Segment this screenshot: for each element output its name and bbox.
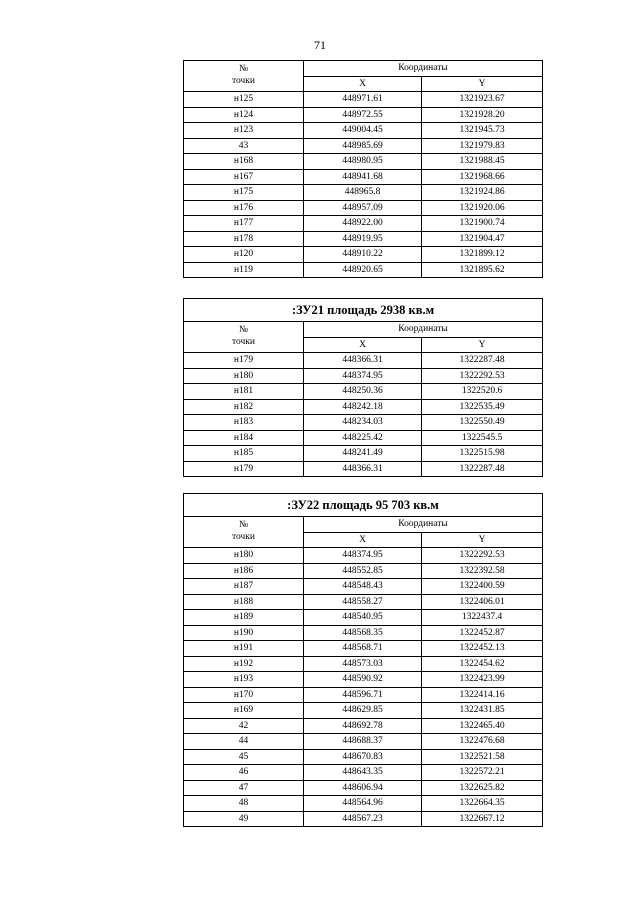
table-row xyxy=(184,430,543,446)
table-row xyxy=(184,353,543,369)
x-coordinate-cell: 448596.71 xyxy=(304,687,422,703)
coordinates-header: Координаты xyxy=(304,517,543,533)
table-row xyxy=(184,154,543,170)
y-coordinate-cell: 1321924.86 xyxy=(422,185,543,201)
y-coordinate-cell: 1322287.48 xyxy=(422,461,543,477)
point-number-cell: 44 xyxy=(184,734,304,750)
table-row xyxy=(184,399,543,415)
point-number-cell: н185 xyxy=(184,446,304,462)
x-coordinate-cell: 448568.35 xyxy=(304,625,422,641)
coordinates-table-zu22 xyxy=(183,493,543,827)
table-row xyxy=(184,123,543,139)
point-number-symbol: № xyxy=(238,325,249,335)
point-number-header xyxy=(184,517,304,548)
y-coordinate-cell: 1322392.58 xyxy=(422,563,543,579)
x-coordinate-cell: 448920.65 xyxy=(304,262,422,278)
point-number-cell: н183 xyxy=(184,415,304,431)
point-number-cell: н176 xyxy=(184,200,304,216)
point-number-label: точки xyxy=(231,76,255,86)
x-coordinate-cell: 448957.09 xyxy=(304,200,422,216)
point-number-cell: н125 xyxy=(184,92,304,108)
table-title-row xyxy=(184,299,543,322)
point-number-cell: н179 xyxy=(184,353,304,369)
x-coordinate-cell: 448965.8 xyxy=(304,185,422,201)
x-coordinate-cell: 448374.95 xyxy=(304,368,422,384)
x-coordinate-cell: 448606.94 xyxy=(304,780,422,796)
table-row xyxy=(184,811,543,827)
header-row xyxy=(184,517,543,533)
y-coordinate-cell: 1322520.6 xyxy=(422,384,543,400)
point-number-cell: 47 xyxy=(184,780,304,796)
y-coordinate-cell: 1322545.5 xyxy=(422,430,543,446)
point-number-cell: 42 xyxy=(184,718,304,734)
x-coordinate-cell: 448366.31 xyxy=(304,461,422,477)
table-row xyxy=(184,610,543,626)
point-number-cell: н190 xyxy=(184,625,304,641)
point-number-cell: н180 xyxy=(184,368,304,384)
table-title-row xyxy=(184,494,543,517)
table-row xyxy=(184,415,543,431)
table-row xyxy=(184,718,543,734)
y-coordinate-cell: 1322406.01 xyxy=(422,594,543,610)
table-row xyxy=(184,796,543,812)
y-header: Y xyxy=(422,532,543,548)
point-number-cell: н124 xyxy=(184,107,304,123)
y-coordinate-cell: 1321900.74 xyxy=(422,216,543,232)
x-coordinate-cell: 448985.69 xyxy=(304,138,422,154)
point-number-cell: н119 xyxy=(184,262,304,278)
y-coordinate-cell: 1322550.49 xyxy=(422,415,543,431)
header-row xyxy=(184,322,543,338)
y-coordinate-cell: 1322515.98 xyxy=(422,446,543,462)
point-number-cell: н184 xyxy=(184,430,304,446)
x-coordinate-cell: 448643.35 xyxy=(304,765,422,781)
y-coordinate-cell: 1322667.12 xyxy=(422,811,543,827)
table-row xyxy=(184,594,543,610)
point-number-symbol: № xyxy=(238,64,249,74)
table-row xyxy=(184,563,543,579)
x-coordinate-cell: 448919.95 xyxy=(304,231,422,247)
point-number-cell: 45 xyxy=(184,749,304,765)
table-row xyxy=(184,656,543,672)
point-number-cell: н178 xyxy=(184,231,304,247)
coordinates-table-continued xyxy=(183,60,543,278)
point-number-cell: н120 xyxy=(184,247,304,263)
point-number-cell: н167 xyxy=(184,169,304,185)
header-row xyxy=(184,61,543,77)
y-coordinate-cell: 1322521.58 xyxy=(422,749,543,765)
y-coordinate-cell: 1321895.62 xyxy=(422,262,543,278)
table-row xyxy=(184,262,543,278)
table-row xyxy=(184,368,543,384)
x-coordinate-cell: 448552.85 xyxy=(304,563,422,579)
y-coordinate-cell: 1322572.21 xyxy=(422,765,543,781)
x-coordinate-cell: 448374.95 xyxy=(304,548,422,564)
point-number-cell: н180 xyxy=(184,548,304,564)
point-number-cell: н168 xyxy=(184,154,304,170)
y-coordinate-cell: 1322625.82 xyxy=(422,780,543,796)
x-header: X xyxy=(304,532,422,548)
x-coordinate-cell: 448558.27 xyxy=(304,594,422,610)
y-coordinate-cell: 1322437.4 xyxy=(422,610,543,626)
y-coordinate-cell: 1321920.06 xyxy=(422,200,543,216)
table-row xyxy=(184,687,543,703)
x-coordinate-cell: 448366.31 xyxy=(304,353,422,369)
y-coordinate-cell: 1322431.85 xyxy=(422,703,543,719)
y-coordinate-cell: 1322400.59 xyxy=(422,579,543,595)
table-row xyxy=(184,548,543,564)
table-row xyxy=(184,247,543,263)
table-row xyxy=(184,185,543,201)
coordinates-header: Координаты xyxy=(304,322,543,338)
x-coordinate-cell: 449004.45 xyxy=(304,123,422,139)
point-number-header xyxy=(184,322,304,353)
table-row xyxy=(184,200,543,216)
point-number-cell: н186 xyxy=(184,563,304,579)
y-coordinate-cell: 1321945.73 xyxy=(422,123,543,139)
x-coordinate-cell: 448567.23 xyxy=(304,811,422,827)
coordinates-table-zu21 xyxy=(183,298,543,477)
x-coordinate-cell: 448590.92 xyxy=(304,672,422,688)
y-coordinate-cell: 1322292.53 xyxy=(422,368,543,384)
y-coordinate-cell: 1321968.66 xyxy=(422,169,543,185)
y-coordinate-cell: 1321988.45 xyxy=(422,154,543,170)
point-number-cell: н177 xyxy=(184,216,304,232)
table-row xyxy=(184,579,543,595)
point-number-cell: н181 xyxy=(184,384,304,400)
x-header: X xyxy=(304,337,422,353)
point-number-cell: н170 xyxy=(184,687,304,703)
x-header: X xyxy=(304,76,422,92)
table-row xyxy=(184,231,543,247)
x-coordinate-cell: 448670.83 xyxy=(304,749,422,765)
y-coordinate-cell: 1322414.16 xyxy=(422,687,543,703)
point-number-cell: 46 xyxy=(184,765,304,781)
table-row xyxy=(184,641,543,657)
table-row xyxy=(184,216,543,232)
point-number-cell: н187 xyxy=(184,579,304,595)
x-coordinate-cell: 448242.18 xyxy=(304,399,422,415)
page-number: 71 xyxy=(314,38,326,52)
y-coordinate-cell: 1322452.13 xyxy=(422,641,543,657)
table-row xyxy=(184,138,543,154)
point-number-cell: н188 xyxy=(184,594,304,610)
y-coordinate-cell: 1322287.48 xyxy=(422,353,543,369)
x-coordinate-cell: 448910.22 xyxy=(304,247,422,263)
point-number-header xyxy=(184,61,304,92)
point-number-label: точки xyxy=(231,532,255,542)
table-row xyxy=(184,765,543,781)
y-coordinate-cell: 1322423.99 xyxy=(422,672,543,688)
x-coordinate-cell: 448692.78 xyxy=(304,718,422,734)
point-number-cell: н192 xyxy=(184,656,304,672)
x-coordinate-cell: 448241.49 xyxy=(304,446,422,462)
x-coordinate-cell: 448250.36 xyxy=(304,384,422,400)
point-number-cell: н189 xyxy=(184,610,304,626)
x-coordinate-cell: 448629.85 xyxy=(304,703,422,719)
x-coordinate-cell: 448971.61 xyxy=(304,92,422,108)
y-coordinate-cell: 1322452.87 xyxy=(422,625,543,641)
x-coordinate-cell: 448688.37 xyxy=(304,734,422,750)
y-coordinate-cell: 1321904.47 xyxy=(422,231,543,247)
point-number-symbol: № xyxy=(238,520,249,530)
point-number-cell: н123 xyxy=(184,123,304,139)
point-number-label: точки xyxy=(231,337,255,347)
point-number-cell: 49 xyxy=(184,811,304,827)
x-coordinate-cell: 448225.42 xyxy=(304,430,422,446)
x-coordinate-cell: 448540.95 xyxy=(304,610,422,626)
y-coordinate-cell: 1321899.12 xyxy=(422,247,543,263)
y-coordinate-cell: 1322292.53 xyxy=(422,548,543,564)
point-number-cell: н191 xyxy=(184,641,304,657)
x-coordinate-cell: 448972.55 xyxy=(304,107,422,123)
coordinates-header: Координаты xyxy=(304,61,543,77)
y-header: Y xyxy=(422,337,543,353)
table-row xyxy=(184,749,543,765)
point-number-cell: н175 xyxy=(184,185,304,201)
table-row xyxy=(184,734,543,750)
x-coordinate-cell: 448234.03 xyxy=(304,415,422,431)
x-coordinate-cell: 448922.00 xyxy=(304,216,422,232)
table-row xyxy=(184,780,543,796)
table-row xyxy=(184,384,543,400)
table-row xyxy=(184,672,543,688)
x-coordinate-cell: 448941.68 xyxy=(304,169,422,185)
x-coordinate-cell: 448564.96 xyxy=(304,796,422,812)
y-coordinate-cell: 1322664.35 xyxy=(422,796,543,812)
x-coordinate-cell: 448573.03 xyxy=(304,656,422,672)
point-number-cell: н182 xyxy=(184,399,304,415)
x-coordinate-cell: 448980.95 xyxy=(304,154,422,170)
table-row xyxy=(184,169,543,185)
y-coordinate-cell: 1321923.67 xyxy=(422,92,543,108)
table-row xyxy=(184,107,543,123)
x-coordinate-cell: 448568.71 xyxy=(304,641,422,657)
y-coordinate-cell: 1322465.40 xyxy=(422,718,543,734)
table-row xyxy=(184,446,543,462)
point-number-cell: 48 xyxy=(184,796,304,812)
point-number-cell: н193 xyxy=(184,672,304,688)
y-coordinate-cell: 1322535.49 xyxy=(422,399,543,415)
y-coordinate-cell: 1321928.20 xyxy=(422,107,543,123)
table-title: :ЗУ21 площадь 2938 кв.м xyxy=(184,299,543,322)
table-row xyxy=(184,703,543,719)
y-coordinate-cell: 1321979.83 xyxy=(422,138,543,154)
table-row xyxy=(184,461,543,477)
point-number-cell: н169 xyxy=(184,703,304,719)
y-coordinate-cell: 1322454.62 xyxy=(422,656,543,672)
y-coordinate-cell: 1322476.68 xyxy=(422,734,543,750)
table-row xyxy=(184,92,543,108)
point-number-cell: н179 xyxy=(184,461,304,477)
point-number-cell: 43 xyxy=(184,138,304,154)
table-title: :ЗУ22 площадь 95 703 кв.м xyxy=(184,494,543,517)
table-row xyxy=(184,625,543,641)
y-header: Y xyxy=(422,76,543,92)
x-coordinate-cell: 448548.43 xyxy=(304,579,422,595)
